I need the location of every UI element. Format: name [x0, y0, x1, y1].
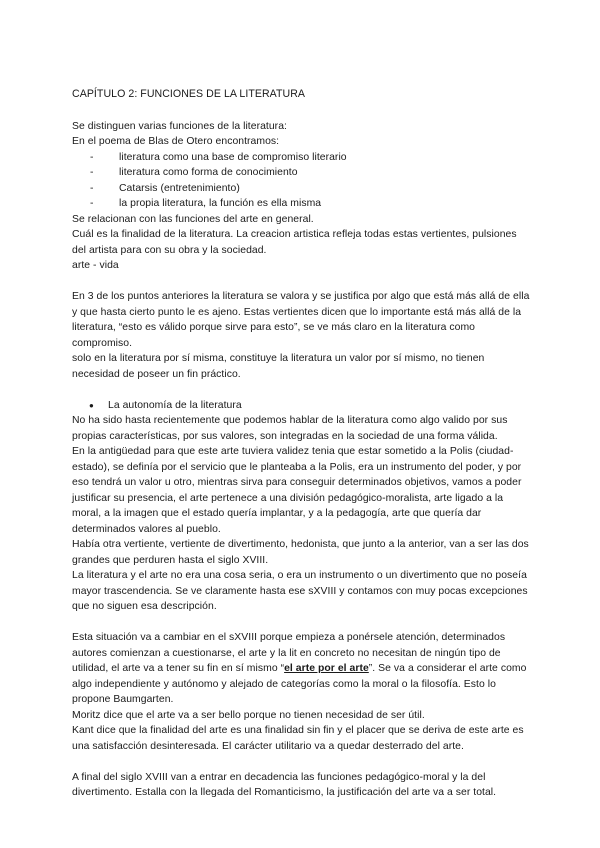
paragraph [72, 630, 532, 708]
paragraph: Había otra vertiente, vertiente de divertimento, hedonista, que junto a la anterior, van a ser las dos grandes que perduren hasta el siglo XVIII. [72, 539, 529, 566]
list-item [72, 196, 532, 212]
paragraph: A final del siglo XVIII van a entrar en decadencia las funciones pedagógico-moral y la del divertimento. Estalla con la llegada del Romanticismo, la justificación del arte va a ser total. [72, 771, 497, 798]
dash-marker: - [90, 167, 94, 178]
intro-line: En el poema de Blas de Otero encontramos: [72, 136, 280, 147]
paragraph-text: Esta situación va a cambiar en el sXVIII porque empieza a ponérsele atención, determinados autores comienzan a cuestionarse, el arte y la lit en concreto no necesitan de ningún tipo de utilidad, el arte va a tener su fin en sí mismo “ [72, 632, 506, 674]
paragraph: Moritz dice que el arte va a ser bello porque no tienen necesidad de ser útil. [72, 709, 425, 721]
paragraph: solo en la literatura por sí misma, constituye la literatura un valor por sí mismo, no tienen necesidad de poseer un fin práctico. [72, 353, 485, 380]
spacer [72, 615, 532, 631]
list-item-text: literatura como una base de compromiso literario [119, 151, 347, 163]
list-item-text: literatura como forma de conocimiento [119, 167, 298, 178]
section-heading [72, 398, 532, 414]
intro-line: arte - vida [72, 260, 119, 271]
paragraph: No ha sido hasta recientemente que podemos hablar de la literatura como algo valido por sus propias características, por sus valores, son integradas en la sociedad de una forma válida. [72, 415, 508, 442]
section-heading-text: La autonomía de la literatura [108, 399, 242, 411]
list-item [72, 150, 532, 166]
spacer [72, 274, 532, 290]
list-item-text: la propia literatura, la función es ella misma [119, 198, 322, 209]
paragraph: En 3 de los puntos anteriores la literatura se valora y se justifica por algo que está más allá de ella y que hasta cierto punto le es ajeno. Estas vertientes dicen que lo importante está más allá de la literatura, “esto es válido porque sirve para esto”, se ve más claro en la literatura como compromiso. [72, 291, 530, 349]
paragraph-text: ”. Se va a considerar el arte como algo independiente y autónomo y alejado de categorías como la moral o la filosofía. Esto lo propone Baumgarten. [72, 663, 527, 705]
paragraph: La literatura y el arte no era una cosa seria, o era un instrumento o un divertimento que no poseía mayor trascendencia. Se ve claramente hasta ese sXVIII y contamos con muy pocas excepciones que no siguen esa descripción. [72, 570, 528, 612]
emphasized-phrase: el arte por el arte [284, 663, 369, 674]
list-item [72, 181, 532, 197]
intro-line: Se distinguen varias funciones de la literatura: [72, 120, 287, 132]
list-item-text: Catarsis (entretenimiento) [119, 182, 240, 194]
intro-line: Cuál es la finalidad de la literatura. La creacion artistica refleja todas estas vertientes, pulsiones del artista para con su obra y la sociedad. [72, 229, 517, 256]
intro-line: Se relacionan con las funciones del arte en general. [72, 213, 314, 225]
spacer [72, 754, 532, 770]
dash-marker: - [90, 198, 94, 209]
list-item [72, 165, 532, 181]
functions-list [72, 150, 532, 212]
bullet-icon: ● [89, 400, 94, 410]
document-body [72, 87, 532, 801]
paragraph: En la antigüedad para que este arte tuviera validez tenia que estar sometido a la Polis (ciudad-estado), se definía por el servicio que le planteaba a la Polis, era un instrumento del poder, y por eso tendrá un valor u otro, mientras sirva para conseguir determinados objetivos, vamos a poder justificar su presencia, el arte pertenece a una división pedagógico-moralista, arte ligado a la moral, a la imagen que el estado quería implantar, y a la pedagogía, arte que quería dar determinados valores al pueblo. [72, 446, 522, 535]
dash-marker: - [90, 182, 94, 194]
paragraph: Kant dice que la finalidad del arte es una finalidad sin fin y el placer que se deriva de este arte es una satisfacción desinteresada. El carácter utilitario va a quedar desterrado del arte. [72, 725, 524, 752]
dash-marker: - [90, 151, 94, 163]
spacer [72, 382, 532, 398]
chapter-title: CAPÍTULO 2: FUNCIONES DE LA LITERATURA [72, 88, 306, 100]
